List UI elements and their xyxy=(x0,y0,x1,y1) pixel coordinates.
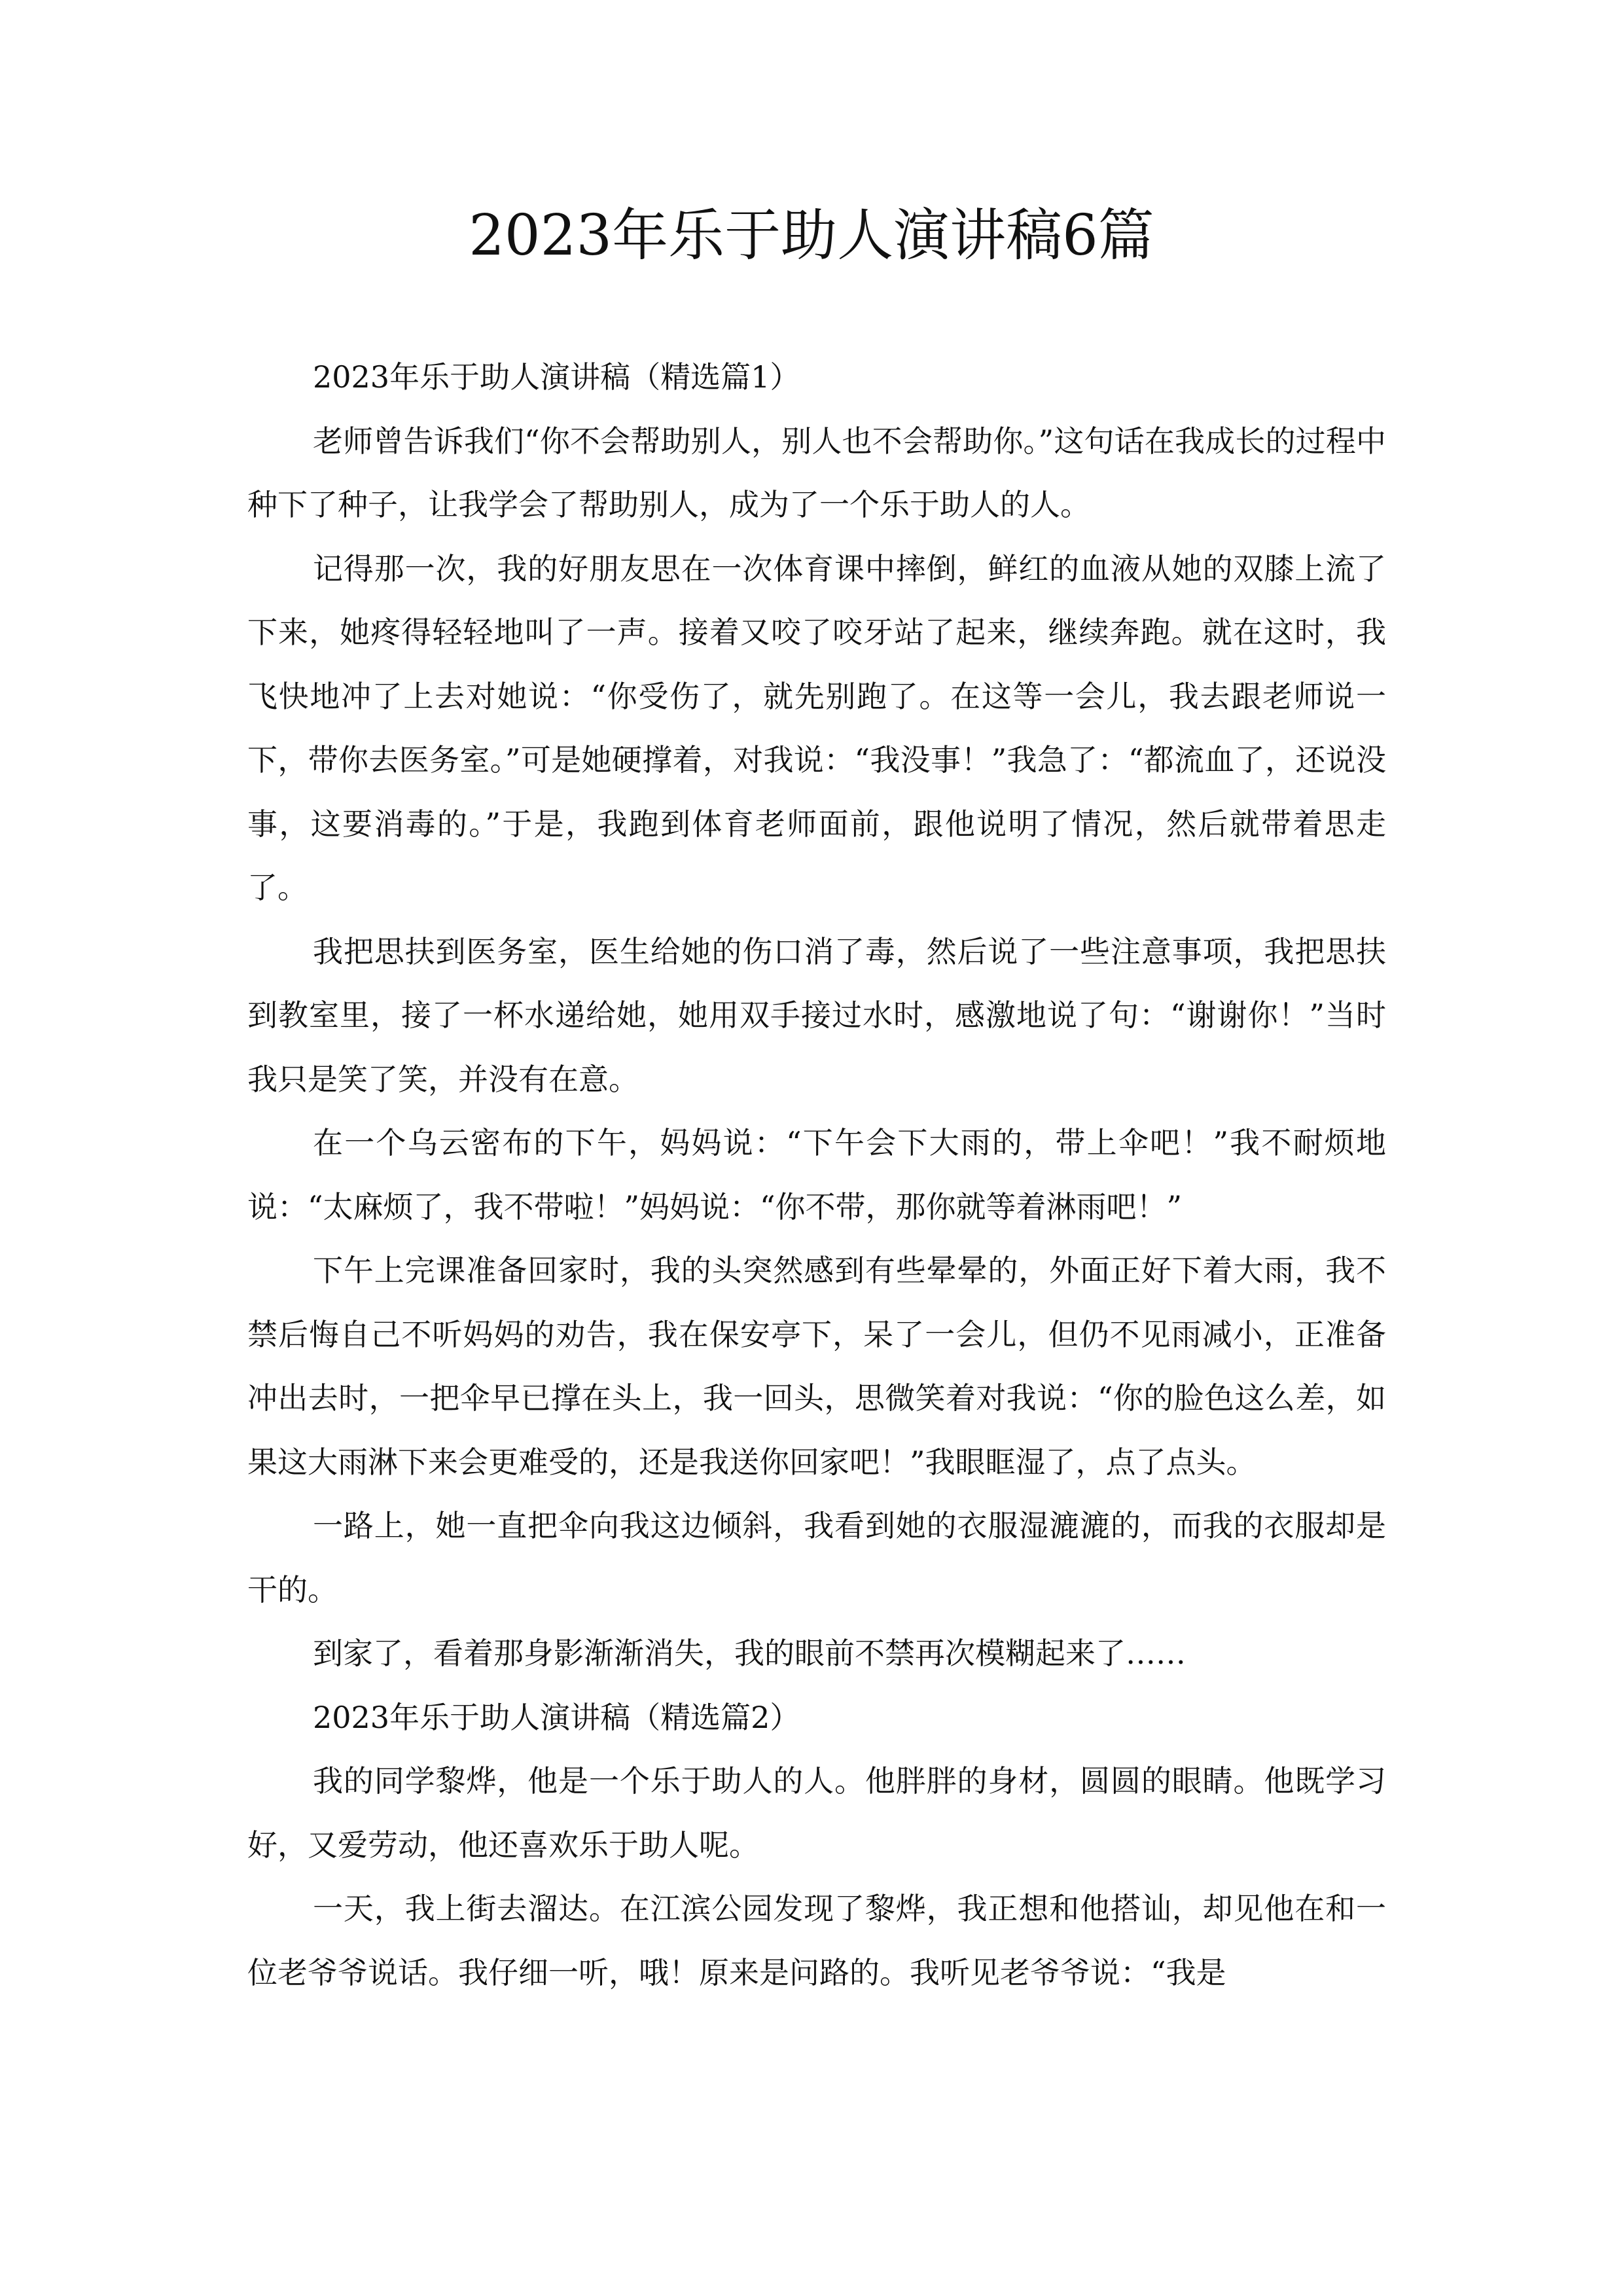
paragraph: 我的同学黎烨，他是一个乐于助人的人。他胖胖的身材，圆圆的眼睛。他既学习好，又爱劳动，他还喜欢乐于助人呢。 xyxy=(247,1763,1386,1863)
document-body xyxy=(247,346,1386,2005)
document-title: 2023年乐于助人演讲稿6篇 xyxy=(469,203,1154,268)
paragraph: 我把思扶到医务室，医生给她的伤口消了毒，然后说了一些注意事项，我把思扶到教室里，接了一杯水递给她，她用双手接过水时，感激地说了句：“谢谢你！”当时我只是笑了笑，并没有在意。 xyxy=(247,933,1386,1097)
paragraph: 一天，我上街去溜达。在江滨公园发现了黎烨，我正想和他搭讪，却见他在和一位老爷爷说话。我仔细一听，哦！原来是问路的。我听见老爷爷说：“我是 xyxy=(247,1891,1386,1990)
paragraph: 老师曾告诉我们“你不会帮助别人，别人也不会帮助你。”这句话在我成长的过程中种下了种子，让我学会了帮助别人，成为了一个乐于助人的人。 xyxy=(247,423,1386,522)
paragraph: 一路上，她一直把伞向我这边倾斜，我看到她的衣服湿漉漉的，而我的衣服却是干的。 xyxy=(247,1508,1386,1607)
paragraph: 记得那一次，我的好朋友思在一次体育课中摔倒，鲜红的血液从她的双膝上流了下来，她疼得轻轻地叫了一声。接着又咬了咬牙站了起来，继续奔跑。就在这时，我飞快地冲了上去对她说：“你受伤了，就先别跑了。在这等一会儿，我去跟老师说一下，带你去医务室。”可是她硬撑着，对我说：“我没事！”我急了：“都流血了，还说没事，这要消毒的。”于是，我跑到体育老师面前，跟他说明了情况，然后就带着思走了。 xyxy=(247,550,1386,905)
paragraph: 下午上完课准备回家时，我的头突然感到有些晕晕的，外面正好下着大雨，我不禁后悔自己不听妈妈的劝告，我在保安亭下，呆了一会儿，但仍不见雨减小，正准备冲出去时，一把伞早已撑在头上，我一回头，思微笑着对我说：“你的脸色这么差，如果这大雨淋下来会更难受的，还是我送你回家吧！”我眼眶湿了，点了点头。 xyxy=(247,1253,1386,1480)
paragraph: 在一个乌云密布的下午，妈妈说：“下午会下大雨的，带上伞吧！”我不耐烦地说：“太麻烦了，我不带啦！”妈妈说：“你不带，那你就等着淋雨吧！” xyxy=(247,1125,1386,1225)
paragraph: 到家了，看着那身影渐渐消失，我的眼前不禁再次模糊起来了…… xyxy=(313,1636,1186,1671)
section-heading-2: 2023年乐于助人演讲稿（精选篇2） xyxy=(313,1699,800,1735)
section-heading-1: 2023年乐于助人演讲稿（精选篇1） xyxy=(313,359,800,395)
